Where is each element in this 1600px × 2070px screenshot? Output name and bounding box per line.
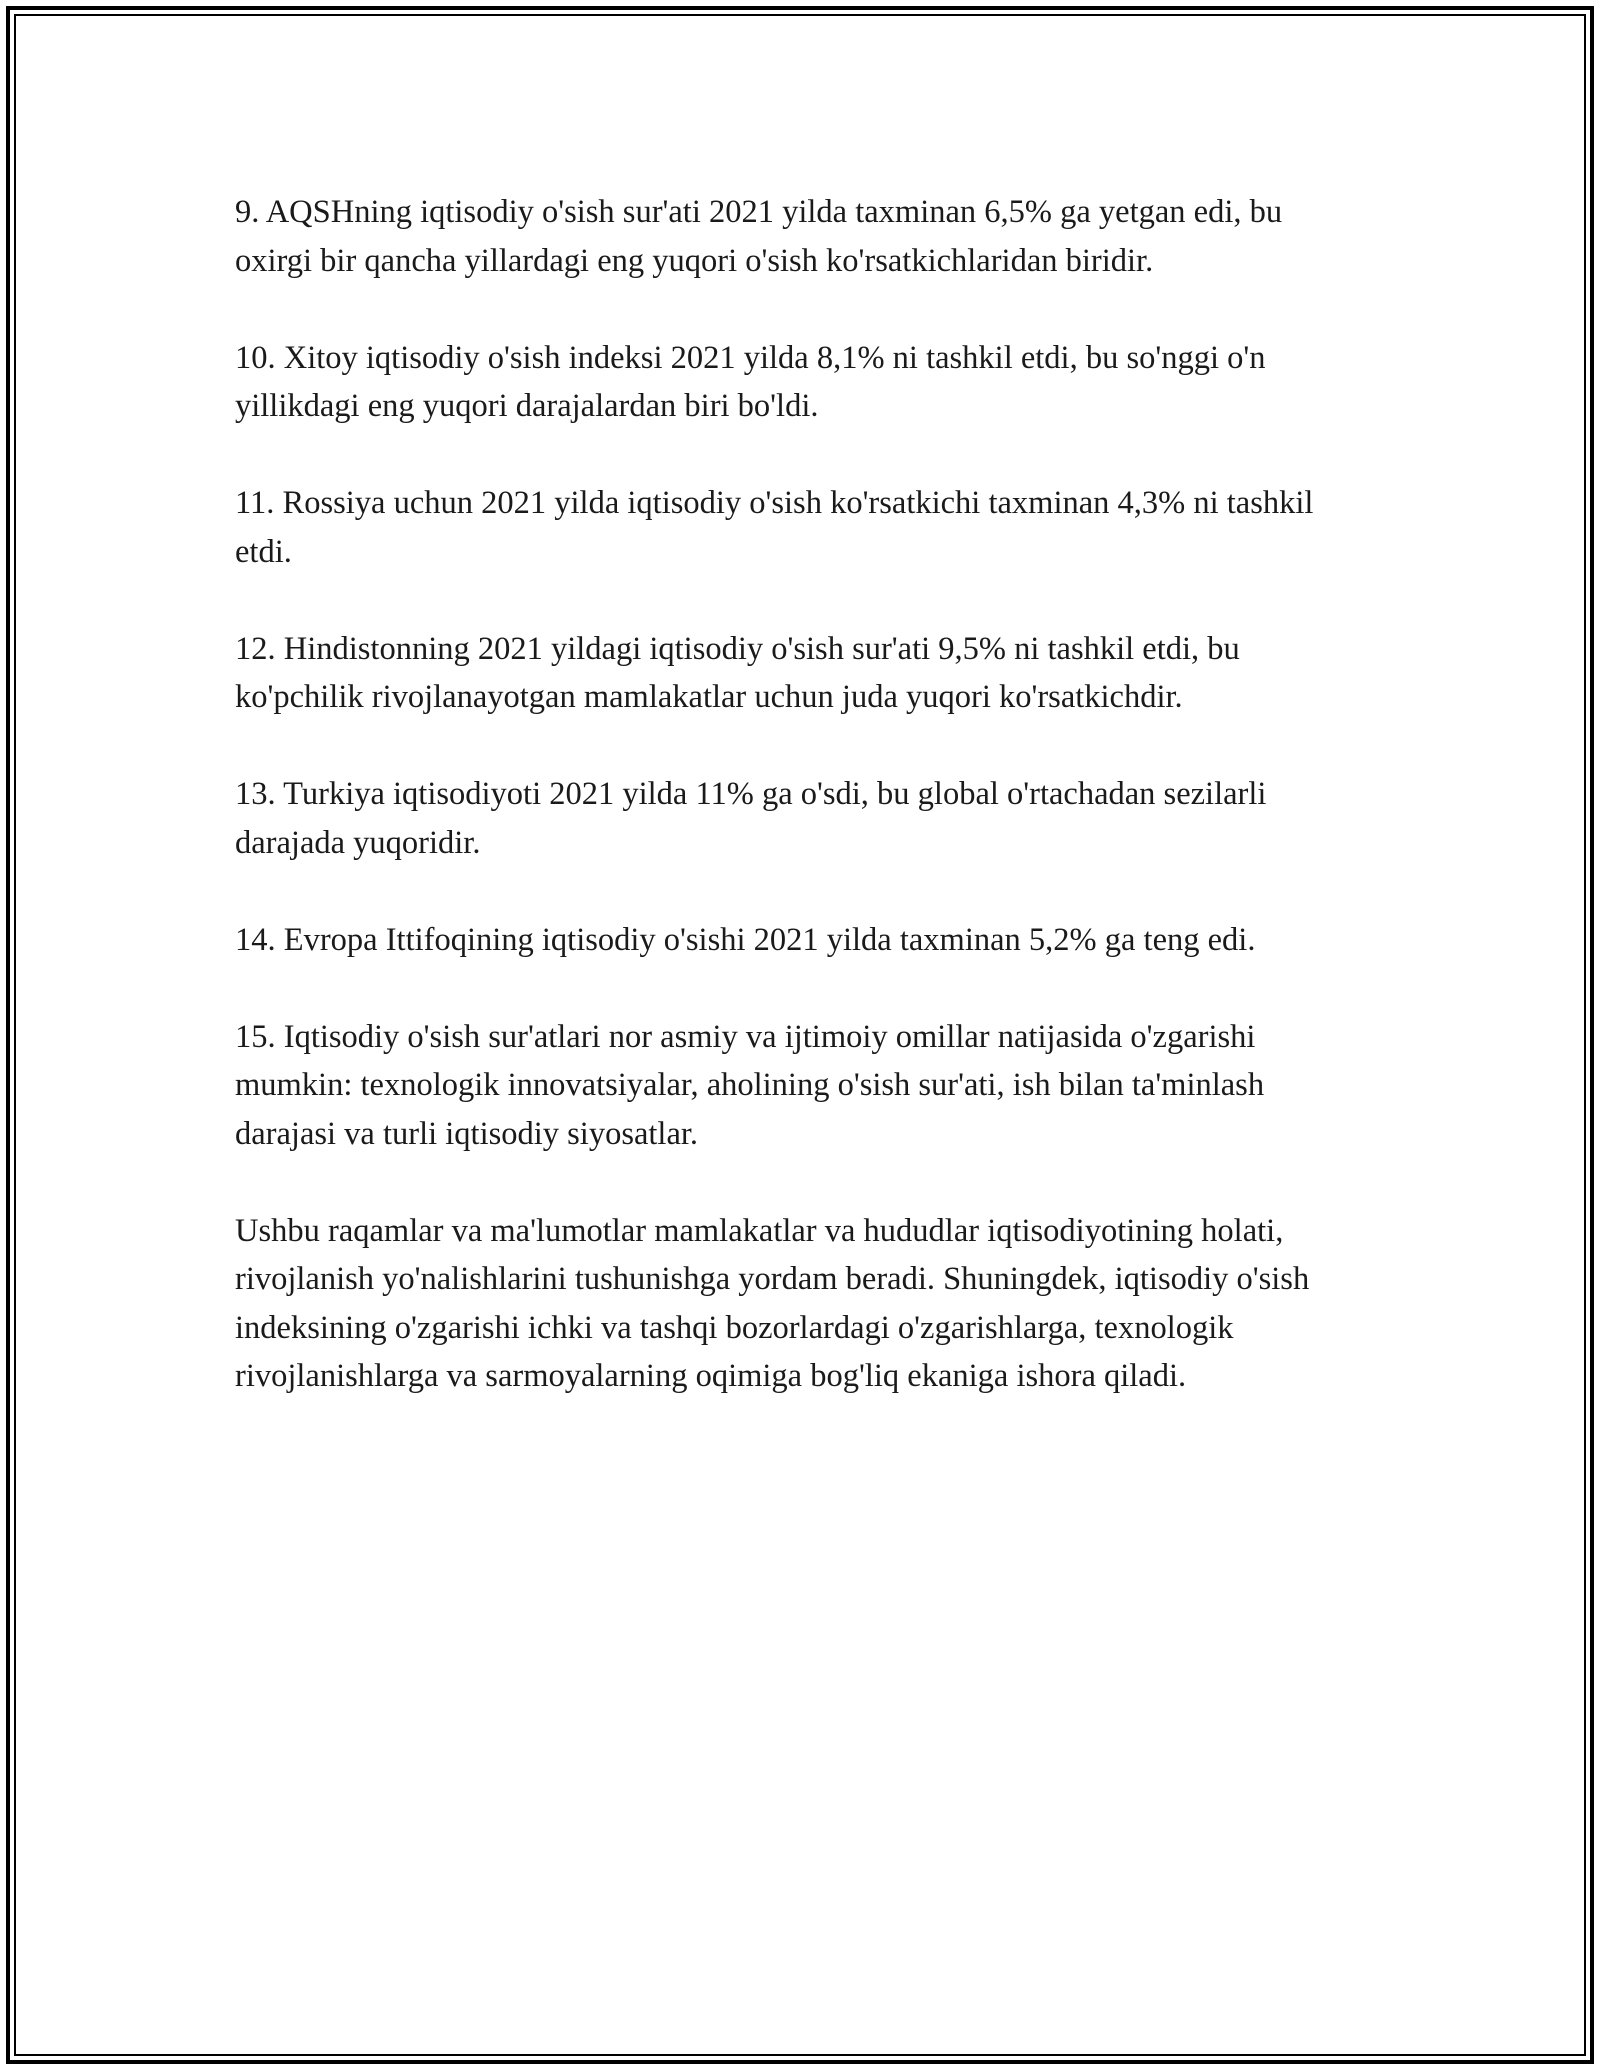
document-body <box>235 188 1365 1449</box>
paragraph-item-12: 12. Hindistonning 2021 yildagi iqtisodiy o'sish sur'ati 9,5% ni tashkil etdi, bu ko'pchilik rivojlanayotgan mamlakatlar uchun juda yuqori ko'rsatkichdir. <box>235 630 1240 715</box>
paragraph-item-10: 10. Xitoy iqtisodiy o'sish indeksi 2021 yilda 8,1% ni tashkil etdi, bu so'nggi o'n yillikdagi eng yuqori darajalardan biri bo'ldi. <box>235 339 1266 424</box>
conclusion-paragraph: Ushbu raqamlar va ma'lumotlar mamlakatlar va hududlar iqtisodiyotining holati, rivojlanish yo'nalishlarini tushunishga yordam beradi. Shuningdek, iqtisodiy o'sish indeksining o'zgarishi ichki va tashqi bozorlardagi o'zgarishlarga, texnologik rivojlanishlarga va sarmoyalarning oqimiga bog'liq ekaniga ishora qiladi. <box>235 1212 1310 1394</box>
paragraph-item-9: 9. AQSHning iqtisodiy o'sish sur'ati 2021 yilda taxminan 6,5% ga yetgan edi, bu oxirgi bir qancha yillardagi eng yuqori o'sish ko'rsatkichlaridan biridir. <box>235 194 1283 279</box>
paragraph-item-11: 11. Rossiya uchun 2021 yilda iqtisodiy o'sish ko'rsatkichi taxminan 4,3% ni tashkil etdi. <box>235 485 1314 570</box>
paragraph-item-14: 14. Evropa Ittifoqining iqtisodiy o'sishi 2021 yilda taxminan 5,2% ga teng edi. <box>235 921 1256 958</box>
paragraph-item-13: 13. Turkiya iqtisodiyoti 2021 yilda 11% ga o'sdi, bu global o'rtachadan sezilarli darajada yuqoridir. <box>235 776 1267 861</box>
paragraph-item-15: 15. Iqtisodiy o'sish sur'atlari nor asmiy va ijtimoiy omillar natijasida o'zgarishi mumkin: texnologik innovatsiyalar, aholining o'sish sur'ati, ish bilan ta'minlash darajasi va turli iqtisodiy siyosatlar. <box>235 1018 1265 1152</box>
